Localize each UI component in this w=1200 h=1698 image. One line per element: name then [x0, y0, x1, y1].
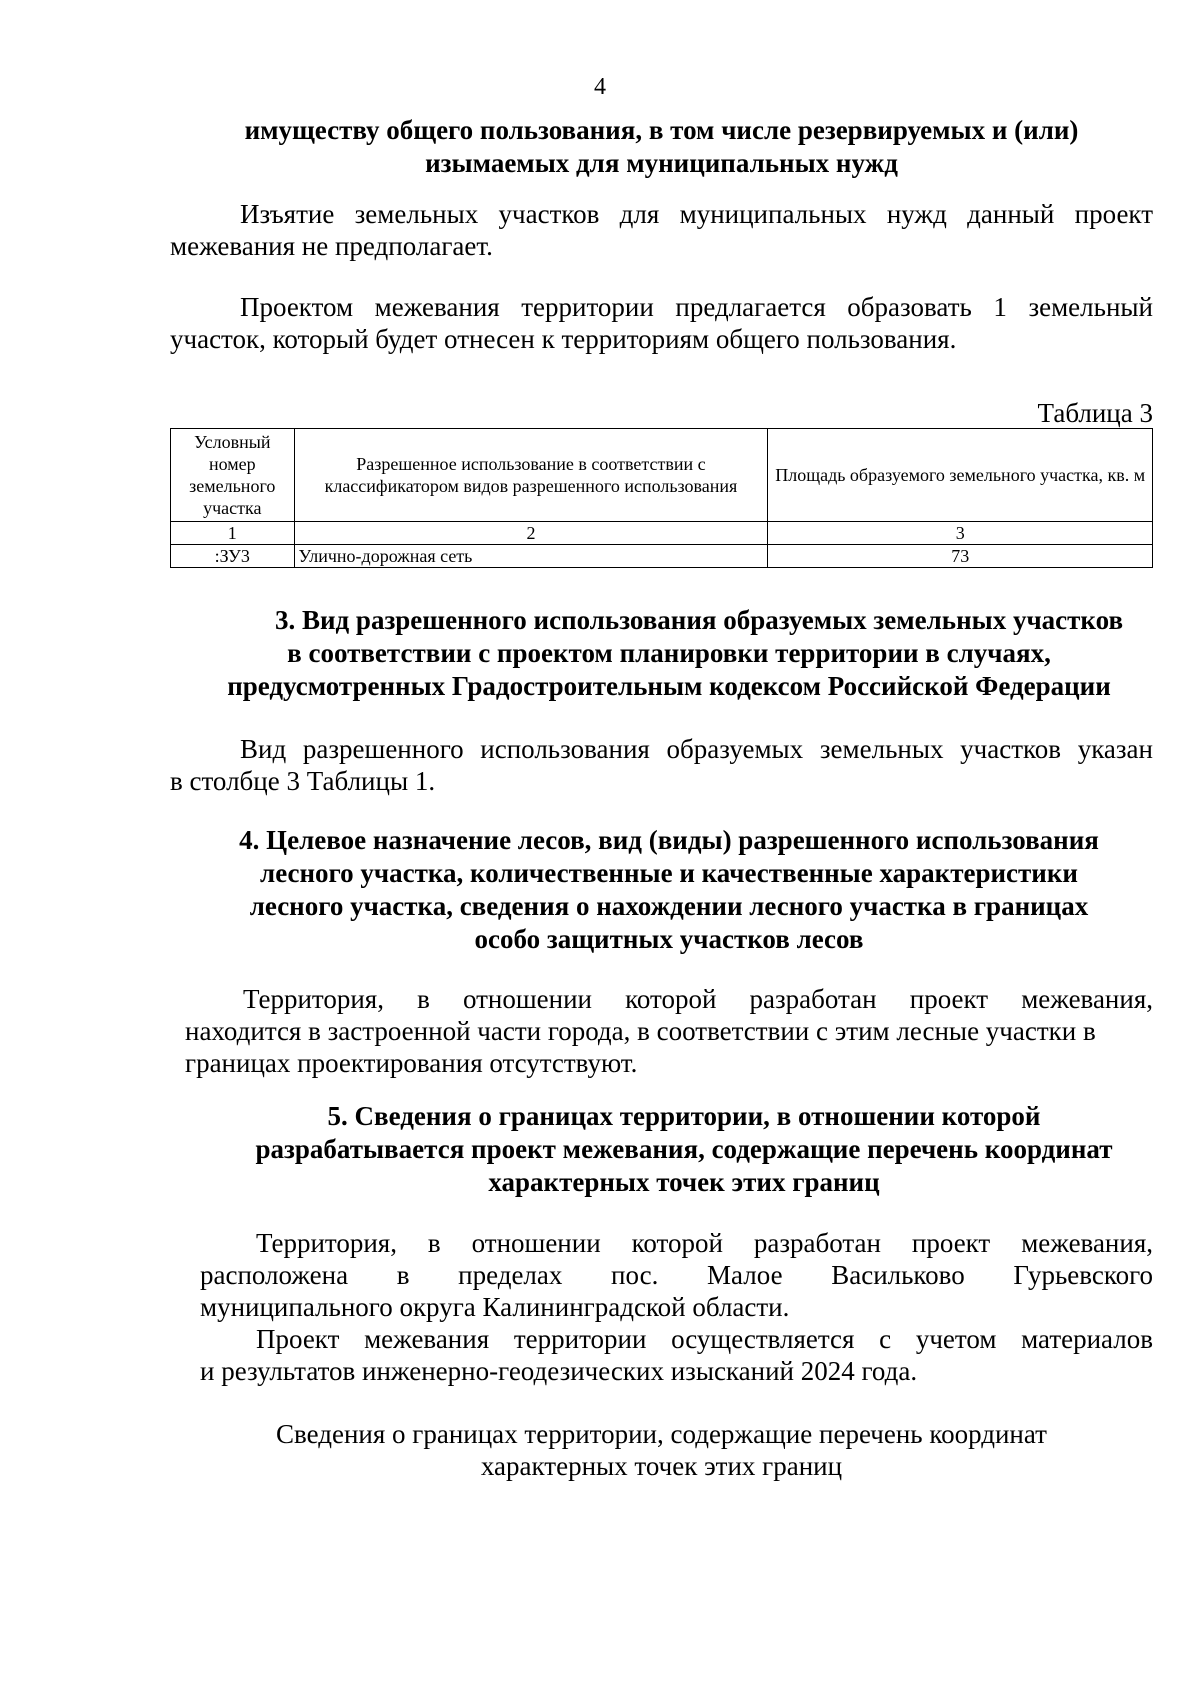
heading-line: предусмотренных Градостроительным кодексом Российской Федерации — [227, 671, 1111, 701]
table-header-cell: Условный номер земельного участка — [171, 429, 295, 522]
table-cell-id: :ЗУ3 — [171, 545, 295, 568]
heading-line: в соответствии с проектом планировки территории в случаях, — [287, 638, 1051, 668]
heading-line: лесного участка, сведения о нахождении лесного участка в границах — [249, 891, 1089, 921]
section-5-text-location — [200, 1227, 1153, 1323]
heading-line: особо защитных участков лесов — [474, 924, 864, 954]
section-3-heading — [185, 604, 1153, 703]
paragraph-line: Территория, в отношении которой разработан проект межевания, — [243, 984, 1153, 1014]
paragraph-line: Изъятие земельных участков для муниципальных нужд данный проект — [240, 199, 1153, 229]
paragraph-line: муниципального округа Калининградской области. — [200, 1292, 790, 1322]
heading-line: 3. Вид разрешенного использования образуемых земельных участков — [274, 605, 1124, 635]
table-column-number-row — [171, 522, 1153, 545]
table-header-cell: Разрешенное использование в соответствии с классификатором видов разрешенного использования — [294, 429, 768, 522]
table-row — [171, 545, 1153, 568]
paragraph-withdrawal — [170, 198, 1153, 262]
paragraph-line: Проект межевания территории осуществляется с учетом материалов — [256, 1324, 1153, 1354]
section-4-heading — [185, 824, 1153, 956]
table-caption: Таблица 3 — [1037, 398, 1153, 428]
paragraph-line: расположена в пределах пос. Малое Васильково Гурьевского — [200, 1260, 1153, 1290]
table-cell-use: Улично-дорожная сеть — [294, 545, 768, 568]
paragraph-line: Проектом межевания территории предлагается образовать 1 земельный — [240, 292, 1153, 322]
table-column-number: 3 — [768, 522, 1153, 545]
heading-line: лесного участка, количественные и качественные характеристики — [260, 858, 1078, 888]
heading-line: 5. Сведения о границах территории, в отношении которой — [327, 1101, 1041, 1131]
parcels-table — [170, 428, 1153, 568]
paragraph-line: находится в застроенной части города, в соответствии с этим лесные участки в — [185, 1016, 1096, 1046]
section-5-text-materials — [200, 1323, 1153, 1387]
paragraph-proposal — [170, 291, 1153, 355]
paragraph-line: участок, который будет отнесен к территориям общего пользования. — [170, 324, 957, 354]
section-3-text — [170, 733, 1153, 797]
caption-line: Сведения о границах территории, содержащие перечень координат — [276, 1419, 1047, 1449]
paragraph-line: в столбце 3 Таблицы 1. — [170, 766, 436, 796]
paragraph-line: межевания не предполагает. — [170, 231, 493, 261]
heading-line: 4. Целевое назначение лесов, вид (виды) разрешенного использования — [239, 825, 1099, 855]
intro-heading-line: имуществу общего пользования, в том числе резервируемых и (или) — [244, 115, 1079, 145]
heading-line: характерных точек этих границ — [488, 1167, 880, 1197]
heading-line: разрабатывается проект межевания, содержащие перечень координат — [255, 1134, 1113, 1164]
paragraph-line: границах проектирования отсутствуют. — [185, 1048, 638, 1078]
paragraph-line: и результатов инженерно-геодезических изысканий 2024 года. — [200, 1356, 918, 1386]
table-column-number: 2 — [294, 522, 768, 545]
table-column-number: 1 — [171, 522, 295, 545]
table-header-row — [171, 429, 1153, 522]
table-header-cell: Площадь образуемого земельного участка, кв. м — [768, 429, 1153, 522]
intro-heading — [170, 114, 1153, 180]
coordinates-caption — [170, 1418, 1153, 1482]
section-5-heading — [215, 1100, 1153, 1199]
table-cell-area: 73 — [768, 545, 1153, 568]
intro-heading-line: изымаемых для муниципальных нужд — [425, 148, 898, 178]
caption-line: характерных точек этих границ — [480, 1451, 843, 1481]
paragraph-line: Территория, в отношении которой разработан проект межевания, — [256, 1228, 1153, 1258]
paragraph-line: Вид разрешенного использования образуемых земельных участков указан — [240, 734, 1153, 764]
section-4-text — [185, 983, 1153, 1079]
page-number: 4 — [594, 74, 606, 100]
